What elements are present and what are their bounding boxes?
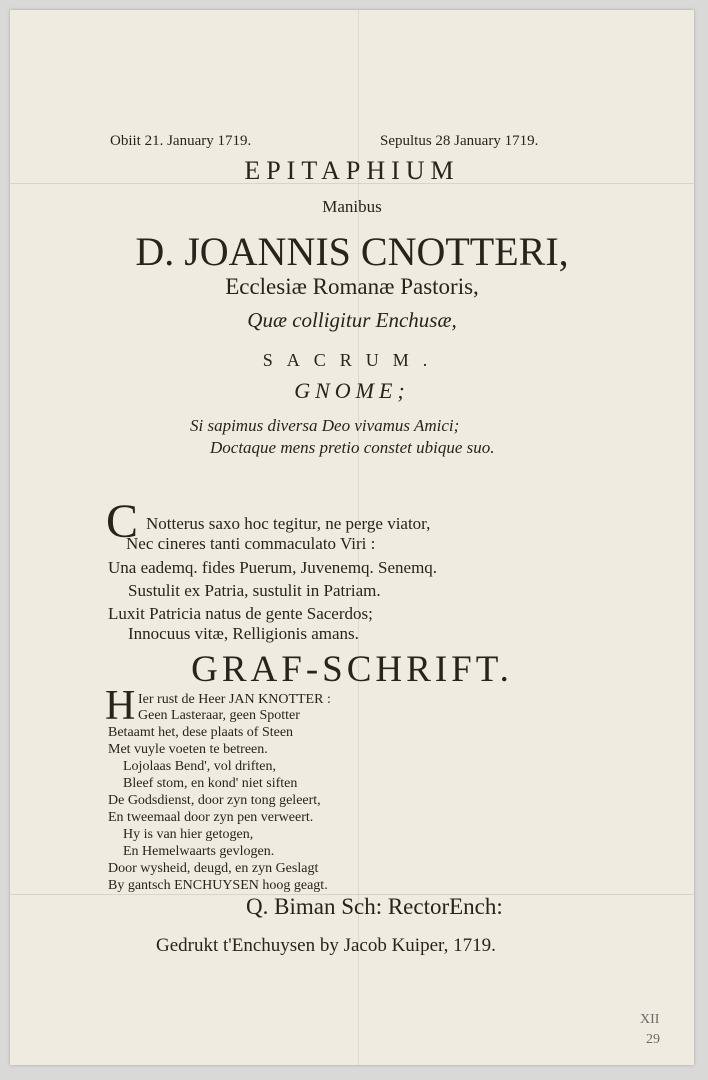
manibus-line: Manibus — [322, 197, 382, 216]
dutch-line: Met vuyle voeten te betreen. — [108, 742, 268, 757]
dutch-line: Hy is van hier getogen, — [123, 827, 254, 842]
dutch-line: By gantsch ENCHUYSEN hoog geagt. — [108, 878, 328, 893]
dutch-dropcap: H — [105, 683, 136, 729]
dutch-line: En Hemelwaarts gevlogen. — [123, 844, 275, 859]
dutch-line: Geen Lasteraar, geen Spotter — [138, 708, 300, 723]
latin-line: Sustulit ex Patria, sustulit in Patriam. — [128, 581, 381, 600]
latin-line: Una eademq. fides Puerum, Juvenemq. Senemq. — [108, 558, 438, 577]
latin-line: Luxit Patricia natus de gente Sacerdos; — [108, 604, 373, 623]
dutch-line: Lojolaas Bend', vol driften, — [123, 759, 276, 774]
document-sheet — [10, 10, 694, 1065]
ecclesiae-line: Ecclesiæ Romanæ Pastoris, — [225, 274, 479, 299]
archive-mark: XII — [640, 1012, 660, 1027]
latin-line: Nec cineres tanti commaculato Viri : — [126, 534, 376, 553]
dutch-line: Ier rust de Heer JAN KNOTTER : — [138, 692, 331, 707]
graf-schrift-title: GRAF-SCHRIFT. — [191, 649, 513, 690]
latin-line: Notterus saxo hoc tegitur, ne perge viator, — [146, 514, 431, 533]
archive-mark: 29 — [646, 1032, 660, 1047]
printer-imprint: Gedrukt t'Enchuysen by Jacob Kuiper, 1719. — [156, 935, 496, 956]
motto-line: Doctaque mens pretio constet ubique suo. — [210, 438, 495, 457]
quae-line: Quæ colligitur Enchusæ, — [247, 308, 457, 332]
author-signature: Q. Biman Sch: RectorEnch: — [246, 894, 503, 919]
dutch-line: En tweemaal door zyn pen verweert. — [108, 810, 314, 825]
dutch-line: Bleef stom, en kond' niet siften — [123, 776, 298, 791]
gnome-line: GNOME; — [294, 378, 410, 403]
latin-line: Innocuus vitæ, Relligionis amans. — [128, 624, 359, 643]
obiit-date: Obiit 21. January 1719. — [110, 133, 252, 149]
dutch-line: De Godsdienst, door zyn tong geleert, — [108, 793, 321, 808]
motto-line: Si sapimus diversa Deo vivamus Amici; — [190, 416, 460, 435]
epitaph-title: EPITAPHIUM — [244, 156, 460, 185]
latin-dropcap: C — [106, 495, 139, 548]
sacrum-line: SACRUM. — [262, 350, 442, 370]
dutch-line: Betaamt het, dese plaats of Steen — [108, 725, 294, 740]
dutch-line: Door wysheid, deugd, en zyn Geslagt — [108, 861, 319, 876]
deceased-name: D. JOANNIS CNOTTERI, — [135, 229, 569, 274]
sepultus-date: Sepultus 28 January 1719. — [380, 133, 539, 149]
